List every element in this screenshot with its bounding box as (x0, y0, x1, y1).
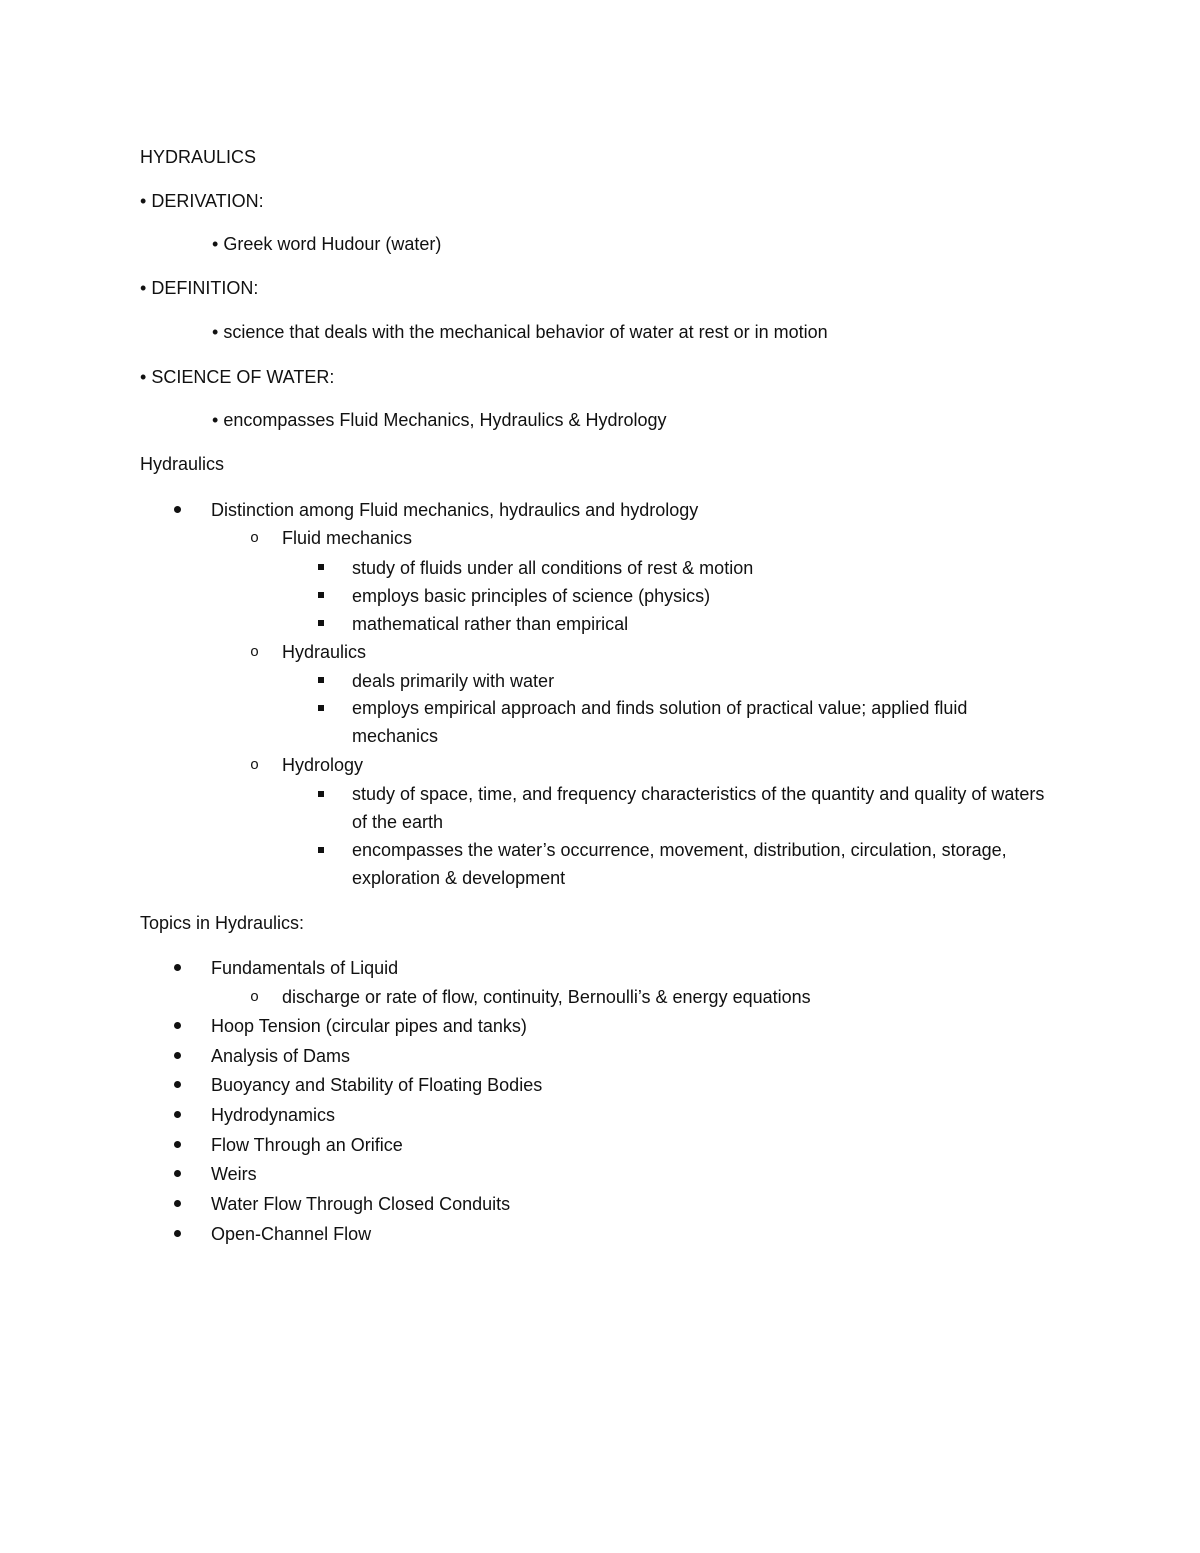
intro-sub-text: encompasses Fluid Mechanics, Hydraulics & Hydrology (223, 410, 667, 430)
bullet-glyph: • (140, 367, 147, 387)
group-name-hydraulics: Hydraulics (282, 642, 367, 662)
list-item: study of fluids under all conditions of rest & motion (352, 558, 754, 578)
bullet-glyph: • (140, 278, 147, 298)
bullet-icon (174, 498, 181, 522)
topic-sub-item: discharge or rate of flow, continuity, Bernoulli’s & energy equations (282, 987, 811, 1007)
square-bullet-icon (318, 839, 324, 863)
topic-item: Analysis of Dams (211, 1046, 351, 1066)
topic-item: Water Flow Through Closed Conduits (211, 1194, 511, 1214)
list-item: employs basic principles of science (physics) (352, 586, 711, 606)
intro-sub-science-of-water (212, 408, 667, 432)
topic-item: Fundamentals of Liquid (211, 958, 399, 978)
list-item: study of space, time, and frequency characteristics of the quantity and quality of waters of the earth (352, 784, 1045, 832)
section-heading-hydraulics: Hydraulics (140, 454, 225, 474)
intro-item-definition (140, 276, 258, 300)
open-bullet-icon: o (250, 644, 260, 661)
square-bullet-icon (318, 783, 324, 807)
group-name-hydrology: Hydrology (282, 755, 364, 775)
topic-item: Hoop Tension (circular pipes and tanks) (211, 1016, 527, 1036)
open-bullet-icon: o (250, 989, 260, 1006)
bullet-icon (174, 1044, 181, 1068)
group-name-fluid-mechanics: Fluid mechanics (282, 528, 413, 548)
document-title: HYDRAULICS (140, 147, 257, 167)
intro-sub-text: science that deals with the mechanical behavior of water at rest or in motion (223, 322, 828, 342)
bullet-icon (174, 1073, 181, 1097)
topic-item: Weirs (211, 1164, 257, 1184)
list-item: mathematical rather than empirical (352, 614, 629, 634)
square-bullet-icon (318, 584, 324, 608)
intro-label: DERIVATION: (151, 191, 264, 211)
topic-item: Hydrodynamics (211, 1105, 336, 1125)
bullet-icon (174, 1222, 181, 1246)
bullet-glyph: • (212, 410, 219, 430)
bullet-icon (174, 956, 181, 980)
section-heading-topics: Topics in Hydraulics: (140, 913, 305, 933)
intro-sub-definition (212, 320, 828, 344)
open-bullet-icon: o (250, 757, 260, 774)
intro-item-derivation (140, 189, 264, 213)
square-bullet-icon (318, 669, 324, 693)
bullet-glyph: • (140, 191, 147, 211)
bullet-glyph: • (212, 322, 219, 342)
intro-label: SCIENCE OF WATER: (151, 367, 335, 387)
distinction-label: Distinction among Fluid mechanics, hydraulics and hydrology (211, 500, 699, 520)
intro-sub-text: Greek word Hudour (water) (223, 234, 442, 254)
square-bullet-icon (318, 556, 324, 580)
bullet-icon (174, 1192, 181, 1216)
list-item: deals primarily with water (352, 671, 555, 691)
list-item: encompasses the water’s occurrence, movement, distribution, circulation, storage, exploration & development (352, 840, 1007, 888)
intro-sub-derivation (212, 232, 441, 256)
square-bullet-icon (318, 612, 324, 636)
open-bullet-icon: o (250, 530, 260, 547)
topic-item: Open-Channel Flow (211, 1224, 372, 1244)
bullet-icon (174, 1103, 181, 1127)
square-bullet-icon (318, 697, 324, 721)
bullet-icon (174, 1162, 181, 1186)
topic-item: Buoyancy and Stability of Floating Bodies (211, 1075, 543, 1095)
list-item: employs empirical approach and finds solution of practical value; applied fluid mechanics (352, 698, 968, 746)
intro-item-science-of-water (140, 365, 334, 389)
topic-item: Flow Through an Orifice (211, 1135, 403, 1155)
bullet-icon (174, 1133, 181, 1157)
intro-label: DEFINITION: (151, 278, 259, 298)
bullet-icon (174, 1014, 181, 1038)
bullet-glyph: • (212, 234, 219, 254)
